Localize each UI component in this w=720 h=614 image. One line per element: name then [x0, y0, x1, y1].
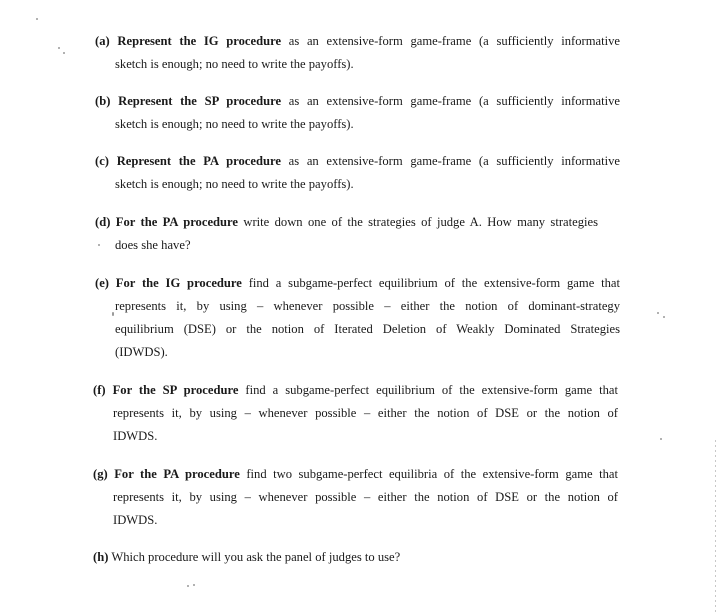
question-d-cont: does she have?	[115, 238, 191, 252]
question-c-bold: Represent the PA procedure	[116, 154, 281, 168]
question-a	[95, 30, 620, 76]
question-h-label: (h)	[93, 550, 109, 564]
question-f-cont1: represents it, by using – whenever possible – either the notion of DSE or the notion of	[113, 406, 618, 420]
question-g-label: (g)	[93, 467, 108, 481]
question-b-line1	[95, 90, 620, 113]
question-e-bold: For the IG procedure	[115, 276, 242, 290]
question-a-cont: sketch is enough; no need to write the payoffs).	[115, 57, 354, 71]
scan-speck	[63, 52, 65, 54]
question-h-line1	[93, 546, 618, 569]
question-e-cont1: represents it, by using – whenever possible – either the notion of dominant-strategy	[115, 299, 620, 313]
question-e	[95, 272, 620, 364]
question-f-line1	[93, 379, 618, 402]
question-b-cont: sketch is enough; no need to write the payoffs).	[115, 117, 354, 131]
question-b-label: (b)	[95, 94, 111, 108]
question-h-text: Which procedure will you ask the panel of judges to use?	[111, 550, 401, 564]
question-e-cont3: (IDWDS).	[115, 345, 168, 359]
question-g-line1	[93, 463, 618, 486]
question-d-text: write down one of the strategies of judge A. How many strategies	[243, 215, 598, 229]
question-f	[93, 379, 618, 448]
question-b	[95, 90, 620, 136]
scan-speck	[36, 18, 38, 20]
scan-speck	[58, 47, 60, 49]
question-e-text: find a subgame-perfect equilibrium of the extensive-form game that	[248, 276, 620, 290]
question-a-text: as an extensive-form game-frame (a sufficiently informative	[288, 34, 621, 48]
question-d-label: (d)	[95, 215, 111, 229]
scan-speck	[657, 312, 659, 314]
question-g-cont1: represents it, by using – whenever possible – either the notion of DSE or the notion of	[113, 490, 618, 504]
question-d-bold: For the PA procedure	[115, 215, 238, 229]
question-g-text: find two subgame-perfect equilibria of the extensive-form game that	[246, 467, 619, 481]
question-a-bold: Represent the IG procedure	[117, 34, 282, 48]
question-g	[93, 463, 618, 532]
question-c-cont: sketch is enough; no need to write the payoffs).	[115, 177, 354, 191]
question-e-label: (e)	[95, 276, 109, 290]
question-f-bold: For the SP procedure	[112, 383, 239, 397]
question-e-line1	[95, 272, 620, 295]
question-b-bold: Represent the SP procedure	[118, 94, 282, 108]
scan-speck	[193, 584, 195, 586]
scan-speck	[112, 312, 114, 316]
scan-speck	[660, 438, 662, 440]
question-e-cont2: equilibrium (DSE) or the notion of Iterated Deletion of Weakly Dominated Strategies	[115, 322, 620, 336]
question-c-label: (c)	[95, 154, 109, 168]
question-a-label: (a)	[95, 34, 110, 48]
question-f-cont2: IDWDS.	[113, 429, 158, 443]
scan-speck	[98, 244, 100, 246]
question-c	[95, 150, 620, 196]
question-d	[95, 211, 598, 257]
question-c-line1	[95, 150, 620, 173]
question-h	[93, 546, 618, 569]
question-g-cont2: IDWDS.	[113, 513, 158, 527]
scan-speck	[663, 316, 665, 318]
question-f-text: find a subgame-perfect equilibrium of the extensive-form game that	[245, 383, 619, 397]
question-f-label: (f)	[93, 383, 106, 397]
question-a-line1	[95, 30, 620, 53]
question-c-text: as an extensive-form game-frame (a sufficiently informative	[288, 154, 620, 168]
scan-edge-line	[715, 440, 716, 614]
scan-speck	[187, 585, 189, 587]
question-g-bold: For the PA procedure	[114, 467, 240, 481]
question-b-text: as an extensive-form game-frame (a sufficiently informative	[288, 94, 620, 108]
question-d-line1	[95, 211, 598, 234]
